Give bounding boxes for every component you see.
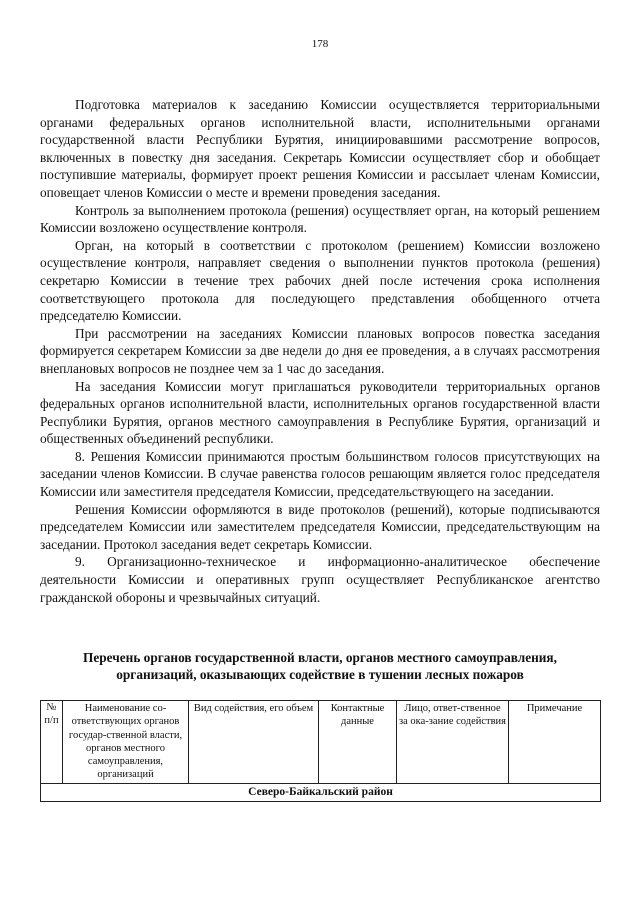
paragraph: Контроль за выполнением протокола (решения) осуществляет орган, на который решением Комиссии возложено осуществление контроля.	[40, 202, 600, 236]
column-header-number: № п/п	[41, 701, 63, 784]
list-heading	[40, 649, 600, 683]
table-row	[41, 783, 601, 801]
paragraph: На заседания Комиссии могут приглашаться руководители территориальных органов федеральных органов исполнительной власти, исполнительных органов государственной власти Республики Бурятия, органов местного самоуправления в Республике Бурятия, организаций и общественных объединений республики.	[40, 378, 600, 447]
paragraph: 8. Решения Комиссии принимаются простым большинством голосов присутствующих на заседании членов Комиссии. В случае равенства голосов решающим является голос председателя Комиссии или заместителя председателя Комиссии, председательствующего на заседании.	[40, 448, 600, 500]
column-header-name: Наименование со-ответствующих органов государ-ственной власти, органов местного самоуправления, организаций	[63, 701, 189, 784]
body-text	[40, 96, 600, 606]
list-heading-line: Перечень органов государственной власти, органов местного самоуправления,	[83, 650, 557, 665]
paragraph: Подготовка материалов к заседанию Комиссии осуществляется территориальными органами федеральных органов исполнительной власти, исполнительными органами государственной власти Республики Бурятия, инициировавшими рассмотрение вопросов, включенных в повестку дня заседания. Секретарь Комиссии осуществляет сбор и обобщает поступившие материалы, формирует проект решения Комиссии и рассылает членам Комиссии, оповещает членов Комиссии о месте и времени проведения заседания.	[40, 97, 600, 200]
paragraph: При рассмотрении на заседаниях Комиссии плановых вопросов повестка заседания формируется секретарем Комиссии за две недели до дня ее проведения, а в случаях рассмотрения внеплановых вопросов не позднее чем за 1 час до заседания.	[40, 325, 600, 376]
column-header-assistance: Вид содействия, его объем	[189, 701, 319, 784]
table-header-row	[41, 701, 601, 784]
list-heading-line: организаций, оказывающих содействие в тушении лесных пожаров	[116, 667, 524, 682]
paragraph: Решения Комиссии оформляются в виде протоколов (решений), которые подписываются председателем Комиссии или заместителем председателя Комиссии, председательствующим на заседании. Протокол заседания ведет секретарь Комиссии.	[40, 501, 600, 552]
page-number: 178	[311, 38, 329, 50]
column-header-note: Примечание	[509, 701, 601, 784]
paragraph: 9. Организационно-техническое и информационно-аналитическое обеспечение деятельности Комиссии и оперативных групп осуществляет Республиканское агентство гражданской обороны и чрезвычайных ситуаций.	[40, 554, 600, 605]
paragraph: Орган, на который в соответствии с протоколом (решением) Комиссии возложено осуществление контроля, направляет сведения о выполнении пунктов протокола (решения) секретарю Комиссии в течение трех рабочих дней после истечения срока исполнения соответствующего протокола для последующего представления обобщенного отчета председателю Комиссии.	[40, 237, 600, 324]
column-header-contacts: Контактные данные	[319, 701, 397, 784]
assistance-table	[40, 700, 601, 802]
region-row-label: Северо-Байкальский район	[41, 783, 601, 801]
column-header-responsible: Лицо, ответ-ственное за ока-зание содействия	[397, 701, 509, 784]
